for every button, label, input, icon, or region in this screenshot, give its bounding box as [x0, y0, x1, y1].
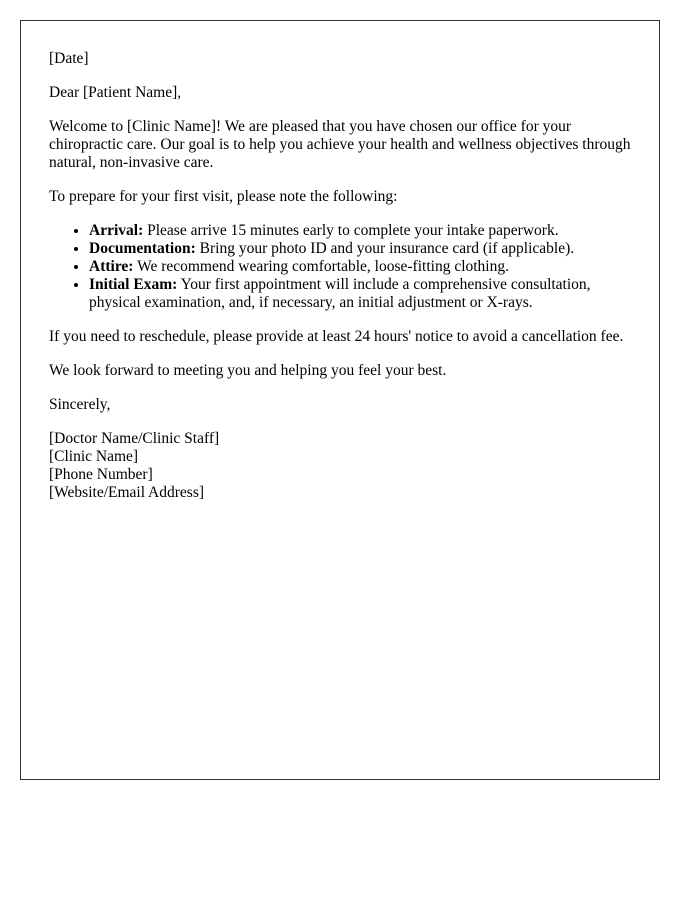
signature-clinic: [Clinic Name] [49, 448, 139, 465]
date-line: [Date] [49, 50, 89, 67]
prep-list [49, 222, 631, 312]
prep-intro: To prepare for your first visit, please note the following: [49, 188, 398, 205]
list-item-label: Documentation: [89, 240, 196, 257]
signoff: Sincerely, [49, 396, 111, 413]
list-item-arrival [89, 222, 631, 240]
list-item-initial-exam [89, 276, 631, 312]
signature-contact: [Website/Email Address] [49, 484, 205, 501]
list-item-text: We recommend wearing comfortable, loose-fitting clothing. [133, 258, 509, 275]
list-item-label: Initial Exam: [89, 276, 178, 293]
signature-block [49, 430, 631, 502]
closing-paragraph: We look forward to meeting you and helping you feel your best. [49, 362, 447, 379]
list-item-documentation [89, 240, 631, 258]
signature-phone: [Phone Number] [49, 466, 153, 483]
list-item-label: Attire: [89, 258, 134, 275]
reschedule-paragraph: If you need to reschedule, please provide at least 24 hours' notice to avoid a cancellation fee. [49, 328, 624, 345]
list-item-attire [89, 258, 631, 276]
letter-page [20, 20, 660, 780]
list-item-text: Your first appointment will include a comprehensive consultation, physical examination, and, if necessary, an initial adjustment or X-rays. [89, 276, 591, 311]
intro-paragraph: Welcome to [Clinic Name]! We are pleased that you have chosen our office for your chiropractic care. Our goal is to help you achieve your health and wellness objectives through natural, non-invasive care. [49, 118, 631, 171]
list-item-text: Please arrive 15 minutes early to complete your intake paperwork. [143, 222, 559, 239]
signature-name: [Doctor Name/Clinic Staff] [49, 430, 220, 447]
greeting: Dear [Patient Name], [49, 84, 182, 101]
list-item-label: Arrival: [89, 222, 144, 239]
list-item-text: Bring your photo ID and your insurance card (if applicable). [195, 240, 575, 257]
